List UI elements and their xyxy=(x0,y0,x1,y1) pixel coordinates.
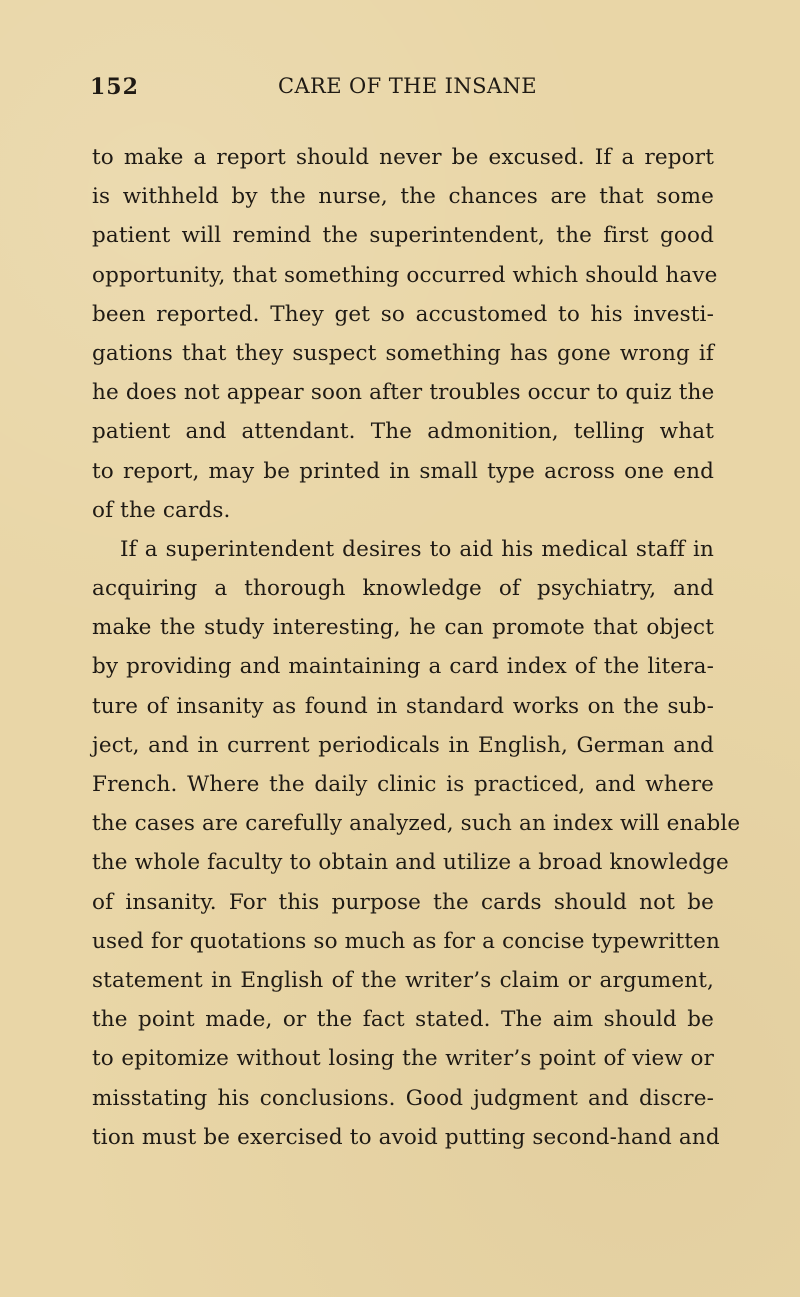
text-line: to epitomize without losing the writer’s point of view or xyxy=(92,1046,714,1072)
text-line: misstating his conclusions. Good judgment and discre- xyxy=(92,1085,714,1111)
text-line: been reported. They get so accustomed to his investi- xyxy=(92,301,714,327)
text-line: opportunity, that something occurred which should have xyxy=(92,262,718,288)
text-line: make the study interesting, he can promote that object xyxy=(92,615,714,641)
body-text xyxy=(92,138,741,1157)
text-line: ture of insanity as found in standard works on the sub- xyxy=(92,693,714,719)
text-line: used for quotations so much as for a concise typewritten xyxy=(92,928,720,954)
text-line: ject, and in current periodicals in English, German and xyxy=(92,732,714,758)
text-line: the cases are carefully analyzed, such an index will enable xyxy=(92,811,741,837)
text-line: he does not appear soon after troubles occur to quiz the xyxy=(92,380,715,406)
text-line: gations that they suspect something has gone wrong if xyxy=(92,340,714,366)
text-line: is withheld by the nurse, the chances are that some xyxy=(92,184,714,210)
paragraph-start-line: If a superintendent desires to aid his medical staff in xyxy=(120,536,714,562)
text-line: statement in English of the writer’s claim or argument, xyxy=(92,967,714,993)
text-line: of insanity. For this purpose the cards should not be xyxy=(92,889,714,915)
text-line: to make a report should never be excused. If a report xyxy=(92,145,714,170)
text-line: acquiring a thorough knowledge of psychiatry, and xyxy=(92,576,714,602)
running-title: CARE OF THE INSANE xyxy=(278,74,537,98)
text-line: the whole faculty to obtain and utilize a broad knowledge xyxy=(92,850,729,876)
text-line: patient will remind the superintendent, the first good xyxy=(92,223,714,249)
text-line: patient and attendant. The admonition, telling what xyxy=(92,419,714,445)
text-line: the point made, or the fact stated. The aim should be xyxy=(92,1007,714,1033)
text-line: French. Where the daily clinic is practiced, and where xyxy=(92,772,714,797)
paragraph-end-line: of the cards. xyxy=(92,497,231,523)
text-line: to report, may be printed in small type across one end xyxy=(92,458,714,484)
text-line: tion must be exercised to avoid putting second-hand and xyxy=(92,1124,720,1150)
text-line: by providing and maintaining a card index of the litera- xyxy=(92,654,714,680)
running-head xyxy=(90,74,710,114)
page-number: 152 xyxy=(90,74,139,100)
